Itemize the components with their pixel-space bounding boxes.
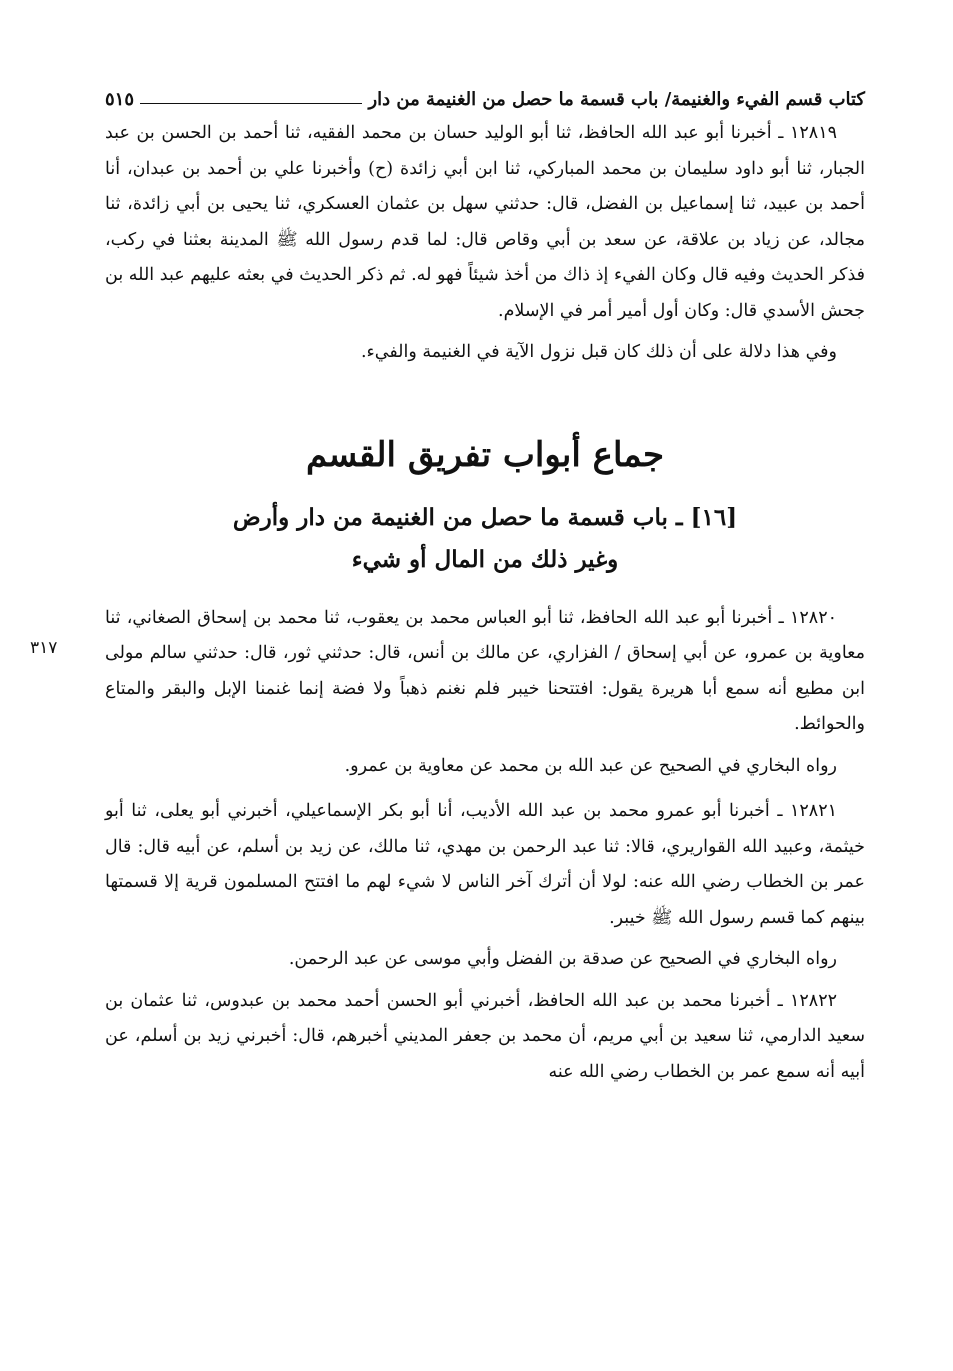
spacer	[105, 784, 865, 794]
hadith-12820-note: رواه البخاري في الصحيح عن عبد الله بن محمد عن معاوية بن عمرو.	[344, 755, 837, 776]
chapter-title-line-2: وغير ذلك من المال أو شيء	[351, 545, 619, 573]
chapter-title	[105, 497, 865, 581]
hadith-12821: ١٢٨٢١ ـ أخبرنا أبو عمرو محمد بن عبد الله الأديب، أنا أبو بكر الإسماعيلي، أخبرني أبو يعلى، ثنا أبو خيثمة، وعبيد الله القواريري، قالا: ثنا عبد الرحمن بن مهدي، ثنا مالك، عن زيد بن أسلم، عن أبيه قال: قال عمر بن الخطاب رضي الله عنه: لولا أن أترك آخر الناس لا شيء لهم ما افتتح المسلمون قرية إلا قسمتها بينهم كما قسم رسول الله ﷺ خيبر.	[105, 801, 865, 928]
hadith-12819-note: وفي هذا دلالة على أن ذلك كان قبل نزول الآية في الغنيمة والفيء.	[360, 342, 837, 362]
manuscript-folio-marker: ٣١٧	[30, 637, 58, 658]
hadith-12820: ١٢٨٢٠ ـ أخبرنا أبو عبد الله الحافظ، ثنا أبو العباس محمد بن يعقوب، ثنا محمد بن إسحاق الصغاني، ثنا معاوية بن عمرو، عن أبي إسحاق / الفزاري، عن مالك بن أنس، قال: حدثني ثور، قال: حدثني سالم مولى ابن مطيع أنه سمع أبا هريرة يقول: افتتحنا خيبر فلم نغنم ذهباً ولا فضة إنما غنمنا الإبل والبقر والمتاع والحوائط.	[105, 607, 865, 734]
hadith-12822: ١٢٨٢٢ ـ أخبرنا محمد بن عبد الله الحافظ، أخبرني أبو الحسن أحمد محمد بن عبدوس، ثنا عثمان بن سعيد الدارمي، ثنا سعيد بن أبي مريم، أن محمد بن جعفر المديني أخبرهم، قال: أخبرني زيد بن أسلم، عن أبيه أنه سمع عمر بن الخطاب رضي الله عنه	[105, 990, 865, 1082]
hadith-12819: ١٢٨١٩ ـ أخبرنا أبو عبد الله الحافظ، ثنا أبو الوليد حسان بن محمد الفقيه، ثنا أحمد بن الحسن بن عبد الجبار، ثنا أبو داود سليمان بن محمد المباركي، ثنا ابن أبي زائدة (ح) وأخبرنا علي بن أحمد بن عبدان، أنا أحمد بن عبيد، ثنا إسماعيل بن الفضل، قال: حدثني سهل بن عثمان العسكري، ثنا يحيى بن أبي زائدة، ثنا مجالد، عن زياد بن علاقة، عن سعد بن أبي وقاص قال: لما قدم رسول الله ﷺ المدينة بعثنا في ركب، فذكر الحديث وفيه قال وكان الفيء إذ ذاك من أخذ شيئاً فهو له. ثم ذكر الحديث في بعثه عليهم عبد الله بن جحش الأسدي قال: وكان أول أمير أمر في الإسلام.	[105, 123, 865, 321]
page-number: ٥١٥	[105, 89, 135, 110]
running-header	[105, 70, 865, 110]
book-title: جماع أبواب تفريق القسم	[306, 434, 664, 475]
chapter-title-line-1: [١٦] ـ باب قسمة ما حصل من الغنيمة من دار وأرض	[232, 503, 738, 531]
running-title: كتاب قسم الفيء والغنيمة/ باب قسمة ما حصل من الغنيمة من دار	[368, 89, 865, 110]
hadith-12820-block	[30, 601, 865, 743]
book-page	[30, 70, 865, 1090]
hadith-12821-note: رواه البخاري في الصحيح عن صدقة بن الفضل وأبي موسى عن عبد الرحمن.	[288, 949, 837, 969]
header-rule	[140, 103, 362, 104]
